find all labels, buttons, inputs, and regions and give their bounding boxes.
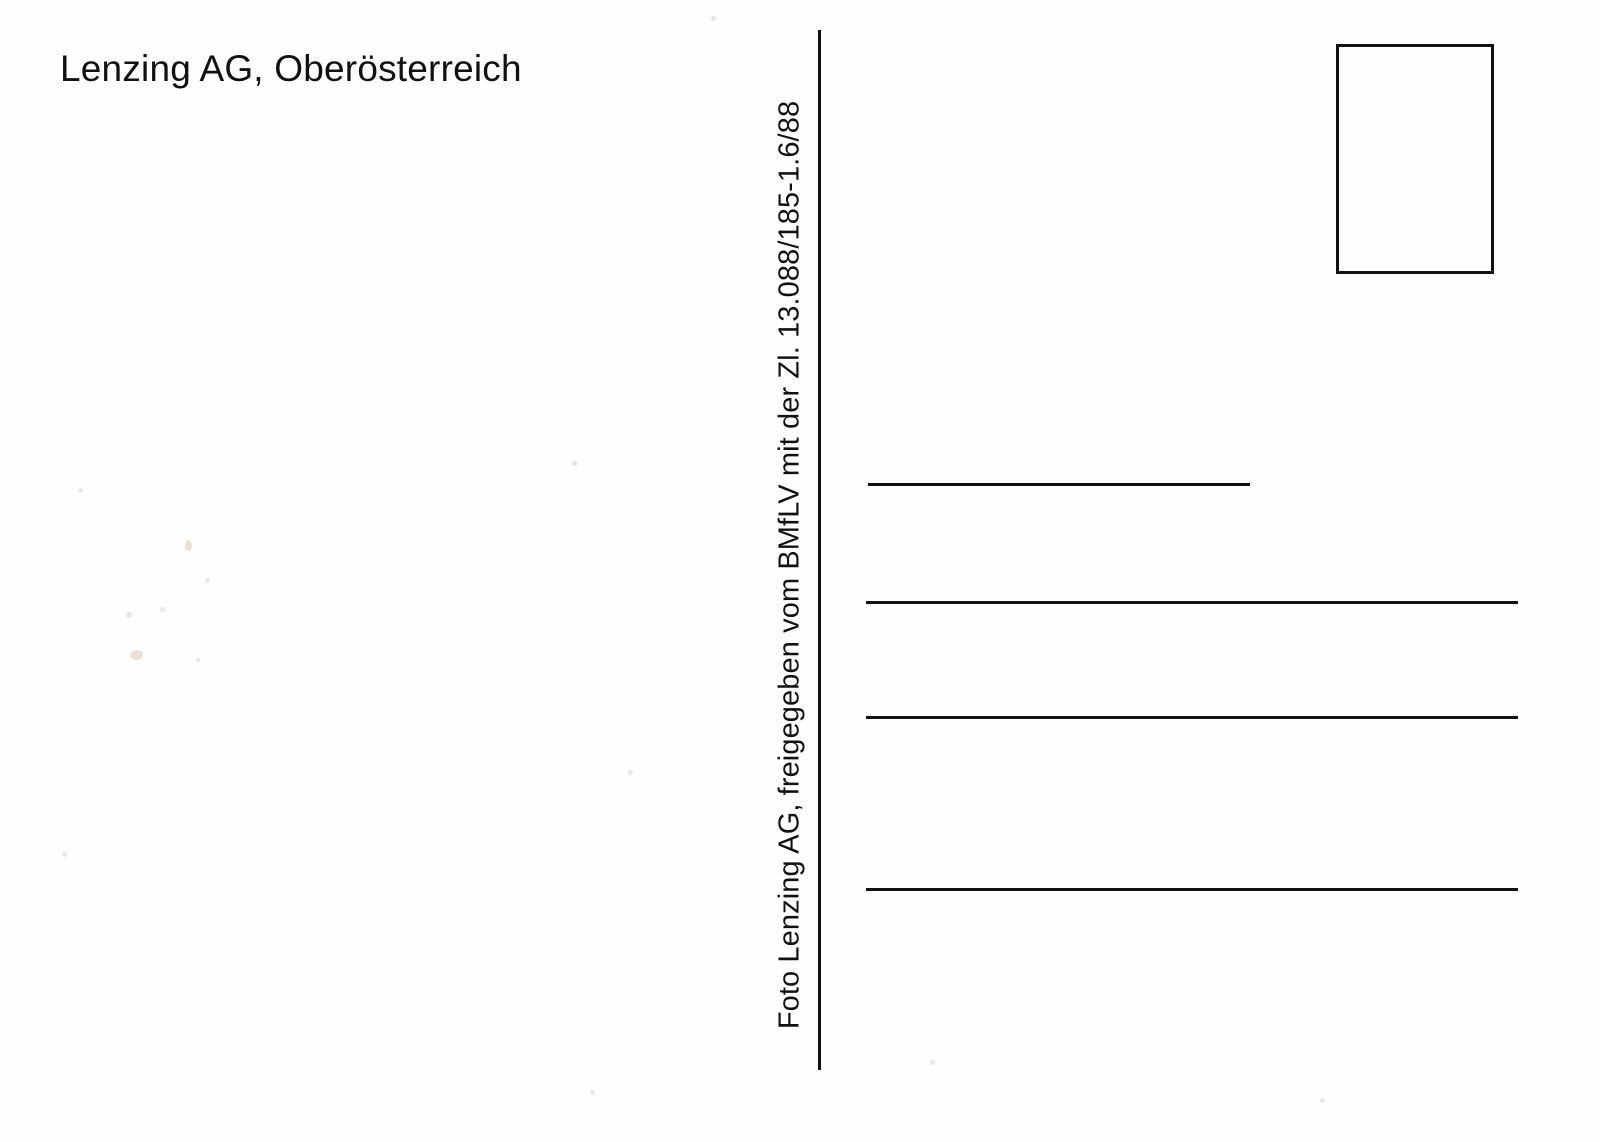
stamp-box [1336,44,1494,274]
address-line-4 [866,888,1518,891]
paper-dust [205,578,210,583]
paper-speck [185,540,192,551]
paper-dust [930,1060,935,1065]
paper-dust [126,612,132,618]
page-title: Lenzing AG, Oberösterreich [60,48,522,89]
paper-dust [590,1090,595,1095]
paper-dust [160,607,165,612]
address-line-2 [866,601,1518,604]
paper-dust [711,16,716,21]
photo-credit-container [770,100,810,1030]
paper-dust [62,852,67,857]
vertical-divider [818,30,821,1070]
paper-dust [572,461,577,466]
address-line-1 [868,483,1250,486]
address-line-3 [866,716,1518,719]
photo-credit-text: Foto Lenzing AG, freigegeben vom BMfLV mit der Zl. 13.088/185-1.6/88 [773,100,806,1030]
paper-dust [78,488,83,493]
paper-speck [130,650,143,660]
paper-dust [1320,1098,1325,1103]
paper-dust [196,658,200,662]
paper-dust [628,770,633,775]
